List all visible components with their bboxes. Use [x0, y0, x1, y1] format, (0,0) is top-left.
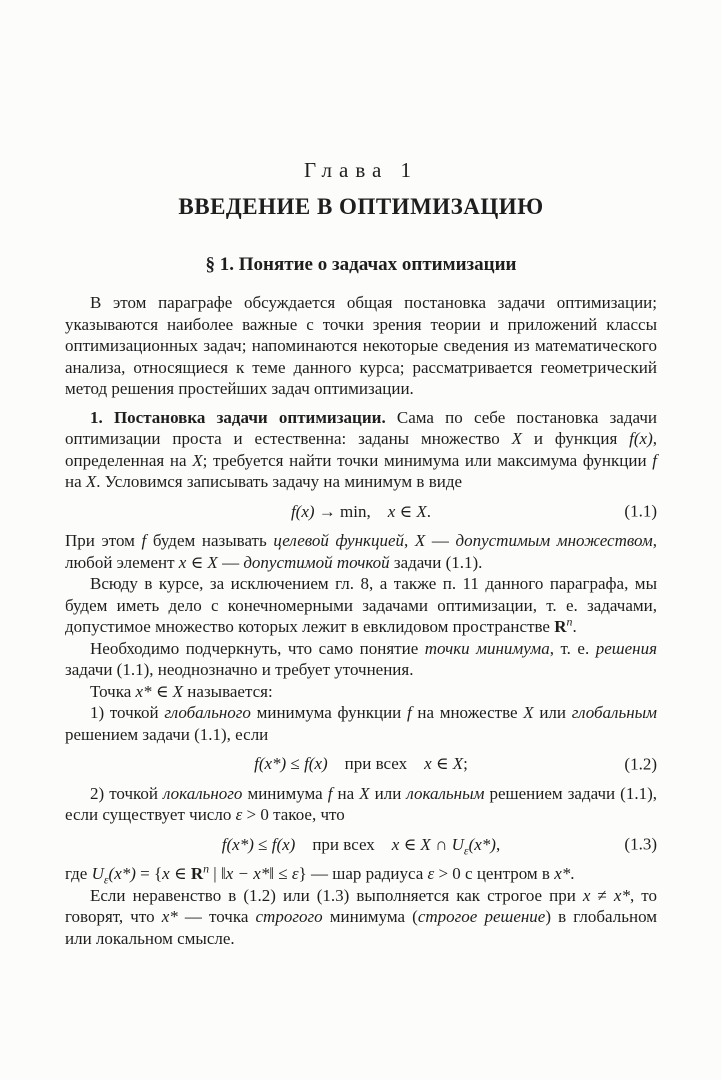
paragraph	[65, 863, 657, 885]
text-segment: глобальным	[571, 703, 658, 722]
text-segment: будем называть	[146, 531, 274, 550]
text-segment: U	[451, 834, 464, 854]
text-segment: f(x)	[629, 429, 653, 448]
text-segment: на множестве	[411, 703, 524, 722]
text-segment: При этом	[65, 531, 142, 550]
equation-body	[291, 502, 431, 521]
text-segment: X	[85, 472, 97, 491]
text-segment: n	[203, 861, 210, 876]
text-segment: ε	[291, 864, 299, 883]
text-segment: локального	[163, 783, 243, 803]
text-segment: } — шар радиуса	[298, 864, 428, 883]
text-segment: x*	[135, 681, 152, 701]
text-segment: x*	[613, 885, 630, 905]
text-segment: X	[416, 501, 427, 521]
text-segment: локальным	[406, 783, 485, 803]
text-segment: на	[65, 472, 86, 491]
text-segment: f	[141, 531, 147, 550]
text-segment: точки минимума	[424, 638, 550, 658]
text-segment: решением задачи (1.1), если существует число	[65, 783, 657, 824]
text-segment: —	[425, 531, 456, 550]
text-segment: допустимой точкой	[243, 552, 390, 572]
text-segment: ≠	[590, 885, 614, 905]
text-segment: Точка	[90, 681, 136, 701]
text-segment: U	[91, 864, 104, 883]
text-segment: X	[172, 681, 184, 701]
text-segment: ,	[404, 531, 415, 550]
section-title: § 1. Понятие о задачах оптимизации	[205, 254, 517, 275]
paragraph	[65, 702, 657, 745]
text-segment: ; требуется найти точки минимума или максимума функции	[202, 450, 653, 470]
text-segment: при всех	[295, 834, 392, 854]
text-segment: , определенная на	[65, 429, 657, 470]
text-segment: при всех	[327, 754, 425, 773]
text-segment: глобального	[164, 703, 251, 722]
chapter-title: ВВЕДЕНИЕ В ОПТИМИЗАЦИЮ	[178, 194, 544, 219]
equation	[65, 826, 657, 864]
paragraph	[65, 638, 657, 681]
text-segment: | ‖	[209, 864, 226, 883]
text-segment: ,	[495, 834, 501, 854]
text-segment: минимума	[242, 783, 328, 803]
text-segment: ε	[427, 864, 435, 883]
text-segment: где	[65, 864, 92, 883]
text-segment: = {	[135, 864, 163, 883]
text-segment: задачи (1.1), неоднозначно и требует уточнения.	[65, 660, 414, 679]
paragraph	[65, 885, 657, 950]
text-segment: и функция	[522, 429, 630, 448]
text-segment: x	[424, 754, 432, 773]
text-segment: решения	[595, 638, 657, 658]
text-segment: ∈	[431, 754, 453, 773]
text-segment: .	[426, 501, 432, 521]
content	[65, 292, 657, 949]
chapter-label: Глава 1	[303, 158, 419, 182]
text-segment: минимума функции	[250, 703, 407, 722]
text-segment: . Условимся записывать задачу на минимум в виде	[96, 472, 463, 491]
text-segment: ≤	[253, 834, 272, 854]
text-segment: (x*)	[108, 864, 136, 883]
text-segment: , то говорят, что	[65, 885, 657, 926]
paragraph	[65, 530, 657, 573]
text-segment: Если неравенство в (1.2) или (1.3) выполняется как строгое при	[90, 885, 583, 905]
text-segment: X	[359, 783, 370, 803]
equation-number: (1.2)	[624, 754, 657, 773]
text-segment: f	[406, 703, 412, 722]
text-segment: называется:	[183, 681, 273, 701]
text-segment: f(x*)	[254, 754, 287, 773]
text-segment: Всюду в курсе, за исключением гл. 8, а также п. 11 данного параграфа, мы будем иметь дело с конечномерными задачами оптимизации, т. е. задачами, допустимое множество которых лежит в евклидовом пространстве	[65, 574, 657, 636]
text-segment: X	[414, 531, 426, 550]
text-segment: 1. Постановка задачи оптимизации.	[90, 407, 386, 427]
text-segment: (x*)	[468, 834, 496, 854]
text-segment: ε	[235, 805, 243, 824]
text-segment: R	[554, 617, 567, 636]
text-segment: n	[566, 614, 573, 629]
equation-body	[254, 754, 468, 773]
text-segment: Необходимо подчеркнуть, что само понятие	[90, 638, 425, 658]
text-segment: R	[190, 864, 204, 883]
paragraph	[65, 292, 657, 400]
text-segment: x	[391, 834, 400, 854]
text-segment: допустимым множеством	[455, 531, 653, 550]
equation-number: (1.1)	[624, 501, 657, 521]
text-segment: X	[192, 450, 203, 470]
text-segment: x − x*	[225, 864, 270, 883]
paragraph	[65, 783, 657, 826]
text-segment: задачи (1.1).	[389, 552, 483, 572]
text-segment: > 0 такое, что	[242, 805, 345, 824]
paragraph	[65, 407, 657, 493]
text-segment: f	[327, 783, 333, 803]
text-segment: строгое решение	[417, 907, 546, 926]
text-segment: Сама по себе постановка задачи оптимизации проста и естественна: заданы множество	[65, 407, 657, 448]
text-segment: X	[452, 754, 464, 773]
text-segment: ε	[463, 842, 469, 857]
text-segment: 1) точкой	[90, 703, 165, 722]
text-segment: ε	[103, 872, 109, 887]
text-segment: f(x)	[304, 754, 328, 773]
text-segment: на	[332, 783, 360, 803]
text-segment: ;	[463, 754, 468, 773]
text-segment: x	[582, 885, 591, 905]
text-segment: ∈	[169, 864, 191, 883]
text-segment: , любой элемент	[65, 531, 657, 572]
text-segment: → min,	[314, 501, 388, 521]
text-segment: f(x*)	[221, 834, 254, 854]
text-segment: или	[533, 703, 572, 722]
equation	[65, 493, 657, 531]
equation-number: (1.3)	[624, 834, 657, 854]
text-segment: x	[387, 501, 396, 521]
text-segment: решением задачи (1.1), если	[65, 724, 269, 744]
text-segment: X	[523, 703, 534, 722]
text-segment: ≤	[286, 754, 305, 773]
text-segment: 2) точкой	[90, 783, 164, 803]
text-segment: — точка	[177, 907, 256, 926]
text-segment: ∈	[399, 834, 421, 854]
text-segment: X	[420, 834, 431, 854]
text-segment: ) в глобальном или локальном смысле.	[65, 907, 658, 948]
text-segment: x*	[554, 864, 571, 883]
text-segment: > 0 с центром в	[434, 864, 555, 883]
text-segment: ∈	[186, 552, 208, 572]
text-segment: f	[652, 450, 657, 470]
text-segment: В этом параграфе обсуждается общая постановка задачи оптимизации; указываются наиболее важные с точки зрения теории и приложений классы оптимизационных задач; напоминаются некоторые сведения из математического анализа, относящиеся к теме данного курса; рассматривается геометрический метод решения простейших задач оптимизации.	[65, 293, 657, 398]
text-segment: —	[217, 552, 244, 572]
text-segment: , т. е.	[549, 638, 596, 658]
text-segment: ∈	[151, 681, 173, 701]
text-segment: X	[207, 552, 218, 572]
text-segment: ∈	[395, 501, 417, 521]
text-segment: минимума (	[322, 907, 418, 926]
text-segment: x	[178, 552, 187, 572]
text-segment: или	[369, 783, 407, 803]
equation-body	[221, 834, 501, 857]
text-segment: X	[511, 429, 523, 448]
text-segment: ∩	[430, 834, 452, 854]
text-segment: x*	[161, 907, 178, 926]
text-segment: x	[162, 864, 170, 883]
paragraph	[65, 681, 657, 703]
text-segment: строгого	[255, 907, 323, 926]
text-segment: .	[570, 864, 575, 883]
text-segment: .	[572, 617, 577, 636]
text-segment: ‖ ≤	[269, 864, 292, 883]
paragraph	[65, 573, 657, 638]
text-segment: целевой функцией	[273, 531, 405, 550]
text-segment: f(x)	[290, 501, 315, 521]
text-segment: f(x)	[271, 834, 296, 854]
equation	[65, 745, 657, 783]
